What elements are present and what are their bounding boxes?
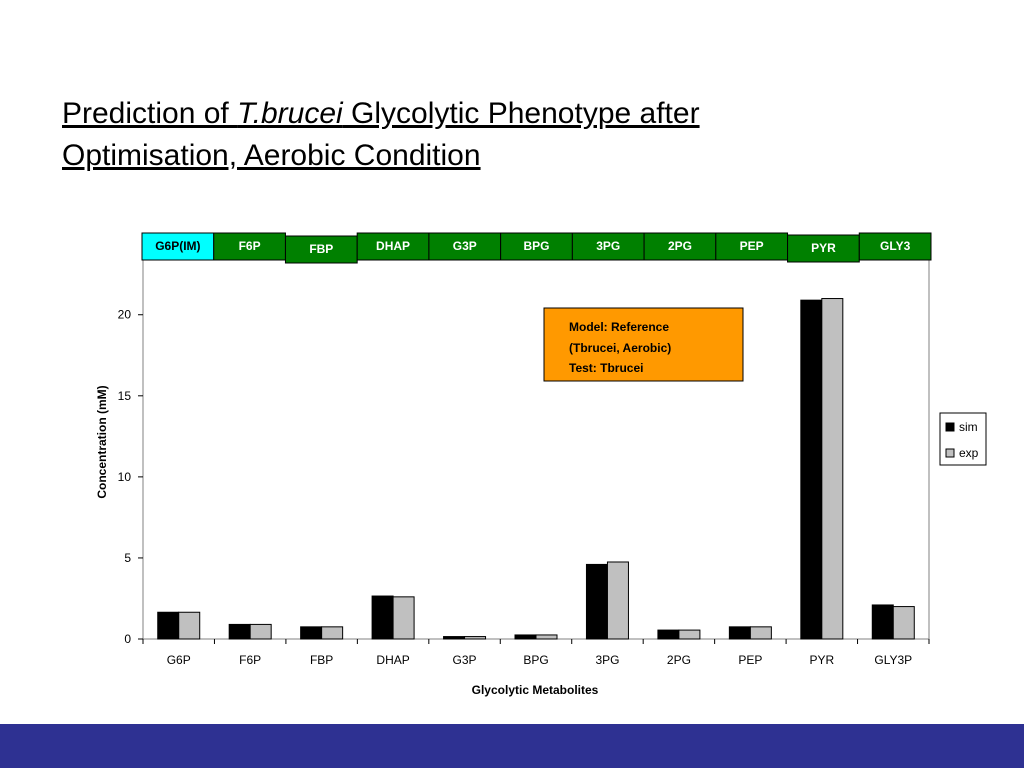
- y-tick-label: 15: [117, 388, 131, 403]
- y-tick-label: 5: [124, 550, 131, 565]
- x-tick-label: GLY3P: [874, 653, 913, 667]
- x-tick-label: BPG: [523, 653, 549, 667]
- metabolite-header-label: F6P: [238, 239, 261, 253]
- bar-exp-gly3p: [893, 607, 914, 639]
- metabolite-header-label: BPG: [523, 239, 550, 253]
- bar-exp-pep: [750, 627, 771, 639]
- bar-sim-g3p: [444, 637, 465, 639]
- legend-label-exp: exp: [959, 446, 979, 460]
- metabolite-header: [142, 233, 931, 263]
- y-tick-label: 20: [117, 307, 131, 322]
- bar-sim-pep: [729, 627, 750, 639]
- bars-group: [158, 299, 915, 639]
- metabolite-header-label: 3PG: [596, 239, 621, 253]
- y-tick-label: 10: [117, 469, 131, 484]
- bar-sim-bpg: [515, 635, 536, 639]
- bar-exp-3pg: [607, 562, 628, 639]
- x-tick-label: FBP: [309, 653, 334, 667]
- metabolite-header-label: DHAP: [376, 239, 411, 253]
- bar-exp-g6p: [179, 612, 200, 639]
- x-tick-label: 3PG: [595, 653, 620, 667]
- bar-sim-pyr: [801, 300, 822, 639]
- metabolite-header-label: G3P: [452, 239, 477, 253]
- y-tick-label: 0: [124, 632, 131, 646]
- bar-sim-dhap: [372, 596, 393, 639]
- metabolite-header-label: FBP: [309, 242, 334, 256]
- bar-exp-2pg: [679, 630, 700, 639]
- bar-sim-2pg: [658, 630, 679, 639]
- legend-label-sim: sim: [959, 420, 978, 434]
- bar-exp-g3p: [465, 637, 486, 639]
- legend: [940, 413, 986, 465]
- model-line-1: Model: Reference: [569, 320, 670, 334]
- bar-exp-fbp: [322, 627, 343, 639]
- model-box: [544, 308, 743, 381]
- x-tick-label: F6P: [239, 653, 262, 667]
- x-tick-label: G3P: [452, 653, 477, 667]
- bar-sim-f6p: [229, 624, 250, 639]
- title-species: T.brucei: [237, 97, 343, 130]
- legend-swatch-exp: [946, 449, 954, 457]
- bar-sim-g6p: [158, 612, 179, 639]
- y-axis: [118, 308, 143, 646]
- model-line-2: (Tbrucei, Aerobic): [569, 341, 672, 355]
- title-line-2: Optimisation, Aerobic Condition: [62, 139, 481, 172]
- y-axis-label: Concentration (mM): [95, 385, 109, 499]
- legend-swatch-sim: [946, 423, 954, 431]
- metabolite-header-label: 2PG: [667, 239, 692, 253]
- metabolite-header-label: PYR: [811, 241, 836, 255]
- model-line-3: Test: Tbrucei: [569, 361, 644, 375]
- x-tick-label: PEP: [738, 653, 763, 667]
- bar-exp-f6p: [250, 624, 271, 639]
- bar-sim-gly3p: [872, 605, 893, 639]
- x-axis: [143, 639, 929, 667]
- bar-sim-fbp: [301, 627, 322, 639]
- title-text-2: Glycolytic Phenotype after: [342, 97, 700, 130]
- bar-exp-pyr: [822, 299, 843, 639]
- x-axis-label: Glycolytic Metabolites: [471, 683, 599, 697]
- x-tick-label: G6P: [166, 653, 191, 667]
- x-tick-label: PYR: [809, 653, 835, 667]
- title-text-1: Prediction of: [62, 97, 238, 130]
- metabolite-header-label: G6P(IM): [155, 239, 201, 253]
- x-tick-label: DHAP: [376, 653, 410, 667]
- footer-bar: [0, 724, 1024, 768]
- bar-exp-bpg: [536, 635, 557, 639]
- metabolite-header-label: GLY3: [880, 239, 911, 253]
- bar-exp-dhap: [393, 597, 414, 639]
- metabolite-header-label: PEP: [739, 239, 764, 253]
- bar-sim-3pg: [586, 564, 607, 639]
- x-tick-label: 2PG: [666, 653, 691, 667]
